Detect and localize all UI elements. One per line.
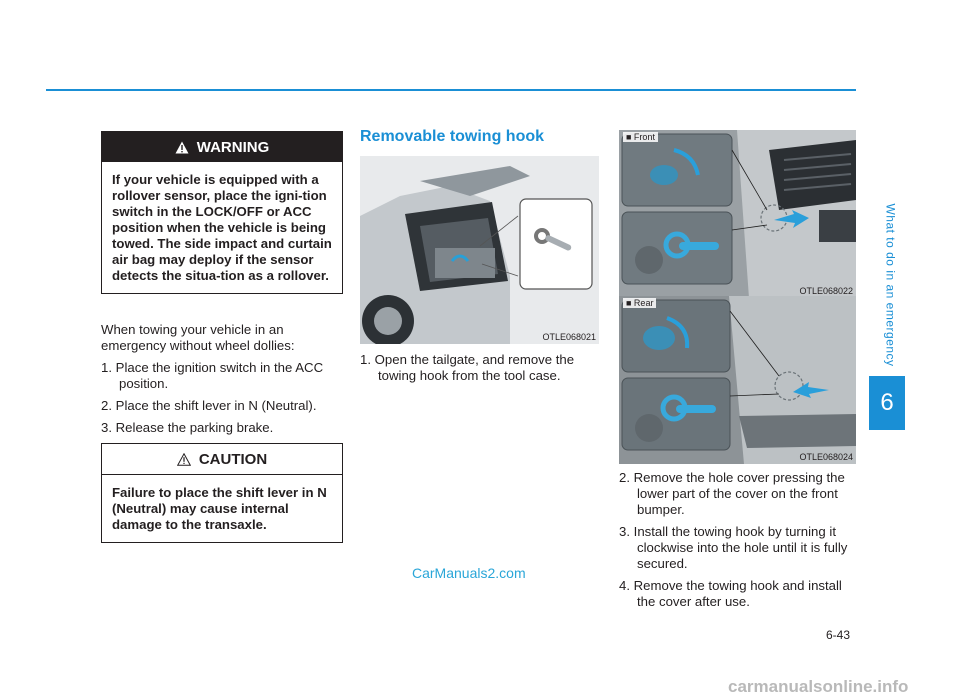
list-item: 1. Place the ignition switch in the ACC position. [101, 360, 324, 391]
caution-box [101, 443, 343, 543]
warning-text: If your vehicle is equipped with a rollover sensor, place the igni-tion switch in the LOCK/OFF or ACC position when the vehicle is being towed. The side impact and curtain air bag may deploy if the sensor detects the situa-tion as a rollover. [112, 172, 332, 283]
caution-text: Failure to place the shift lever in N (Neutral) may cause internal damage to the transaxle. [112, 485, 327, 532]
rear-bumper-illustration [619, 296, 856, 464]
figure-code: OTLE068022 [799, 286, 853, 296]
caution-title: CAUTION [198, 450, 268, 468]
watermark-link[interactable]: CarManuals2.com [412, 565, 526, 581]
chapter-number: 6 [869, 376, 905, 430]
warning-box [101, 131, 343, 294]
left-column-text [101, 322, 341, 442]
warning-title: WARNING [196, 138, 270, 156]
figure-tag: ■ Front [623, 132, 658, 142]
car-tailgate-image [360, 156, 599, 344]
list-item: 3. Release the parking brake. [101, 420, 274, 435]
list-item: 1. Open the tailgate, and remove the towing hook from the tool case. [360, 352, 575, 383]
middle-column-text [360, 352, 600, 390]
list-item: 4. Remove the towing hook and install the cover after use. [619, 578, 842, 609]
list-item: 2. Place the shift lever in N (Neutral). [101, 398, 317, 413]
figure-tag: ■ Rear [623, 298, 656, 308]
towing-intro: When towing your vehicle in an emergency without wheel dollies: [101, 322, 295, 353]
chapter-side-label [876, 200, 906, 370]
chapter-title: What to do in an emergency [884, 203, 898, 367]
towing-steps [101, 360, 341, 436]
footer-watermark: carmanualsonline.info [728, 677, 909, 696]
right-column-text [619, 470, 857, 616]
rear-bumper-image [619, 296, 856, 464]
warning-triangle-icon [175, 141, 189, 154]
tailgate-illustration [360, 156, 599, 344]
page-number: 6-43 [826, 628, 851, 642]
section-title: Removable towing hook [360, 128, 545, 145]
list-item: 3. Install the towing hook by turning it clockwise into the hole until it is fully secured. [619, 524, 848, 571]
caution-header [102, 444, 342, 475]
warning-header [102, 132, 342, 162]
caution-triangle-icon [177, 453, 191, 466]
header-rule [46, 89, 856, 91]
list-item: 2. Remove the hole cover pressing the lower part of the cover on the front bumper. [619, 470, 845, 517]
figure-code: OTLE068021 [542, 332, 596, 342]
front-bumper-image [619, 130, 856, 298]
figure-code: OTLE068024 [799, 452, 853, 462]
front-bumper-illustration [619, 130, 856, 298]
